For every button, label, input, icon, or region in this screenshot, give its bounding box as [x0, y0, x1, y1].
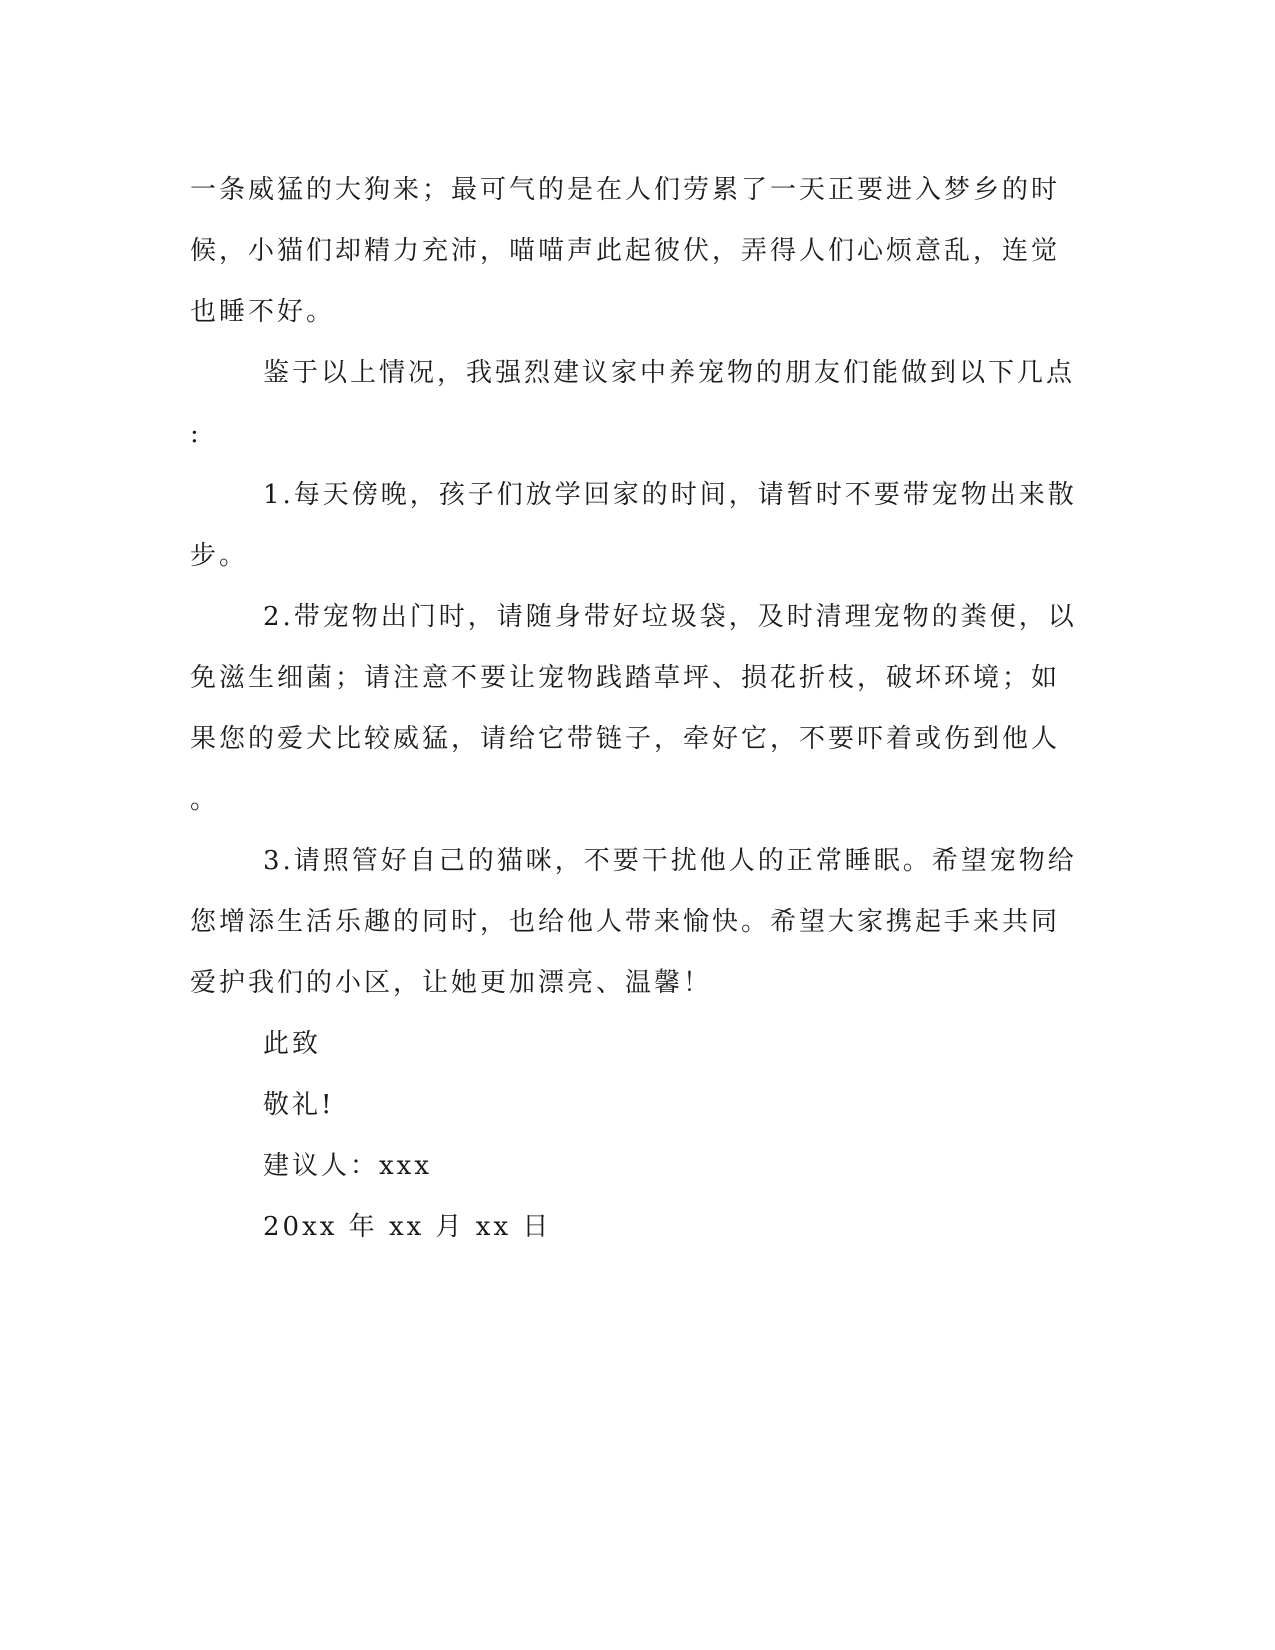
body-line-1: 一条威猛的大狗来；最可气的是在人们劳累了一天正要进入梦乡的时: [190, 175, 1061, 205]
list-item-3-line-3: 爱护我们的小区，让她更加漂亮、温馨！: [190, 968, 713, 998]
list-item-2-line-2: 免滋生细菌；请注意不要让宠物践踏草坪、损花折枝，破坏环境；如: [190, 663, 1061, 693]
list-item-3-line-1: 3.请照管好自己的猫咪，不要干扰他人的正常睡眠。希望宠物给: [263, 846, 1077, 876]
list-item-2-line-1: 2.带宠物出门时，请随身带好垃圾袋，及时清理宠物的粪便，以: [263, 602, 1077, 632]
signature-line: 建议人：xxx: [263, 1151, 432, 1181]
body-line-2: 候，小猫们却精力充沛，喵喵声此起彼伏，弄得人们心烦意乱，连觉: [190, 236, 1061, 266]
body-line-4: 鉴于以上情况，我强烈建议家中养宠物的朋友们能做到以下几点: [263, 358, 1076, 388]
list-item-3-line-2: 您增添生活乐趣的同时，也给他人带来愉快。希望大家携起手来共同: [190, 907, 1061, 937]
closing-regards: 敬礼!: [263, 1090, 335, 1120]
closing-salutation: 此致: [263, 1029, 322, 1059]
list-item-2-line-4: 。: [190, 785, 220, 815]
list-item-2-line-3: 果您的爱犬比较威猛，请给它带链子，牵好它，不要吓着或伤到他人: [190, 724, 1061, 754]
list-item-1-line-1: 1.每天傍晚，孩子们放学回家的时间，请暂时不要带宠物出来散: [263, 480, 1077, 510]
date-line: 20xx 年 xx 月 xx 日: [263, 1212, 552, 1242]
list-item-1-line-2: 步。: [190, 541, 249, 571]
body-line-3: 也睡不好。: [190, 297, 336, 327]
body-line-5: :: [190, 419, 202, 449]
